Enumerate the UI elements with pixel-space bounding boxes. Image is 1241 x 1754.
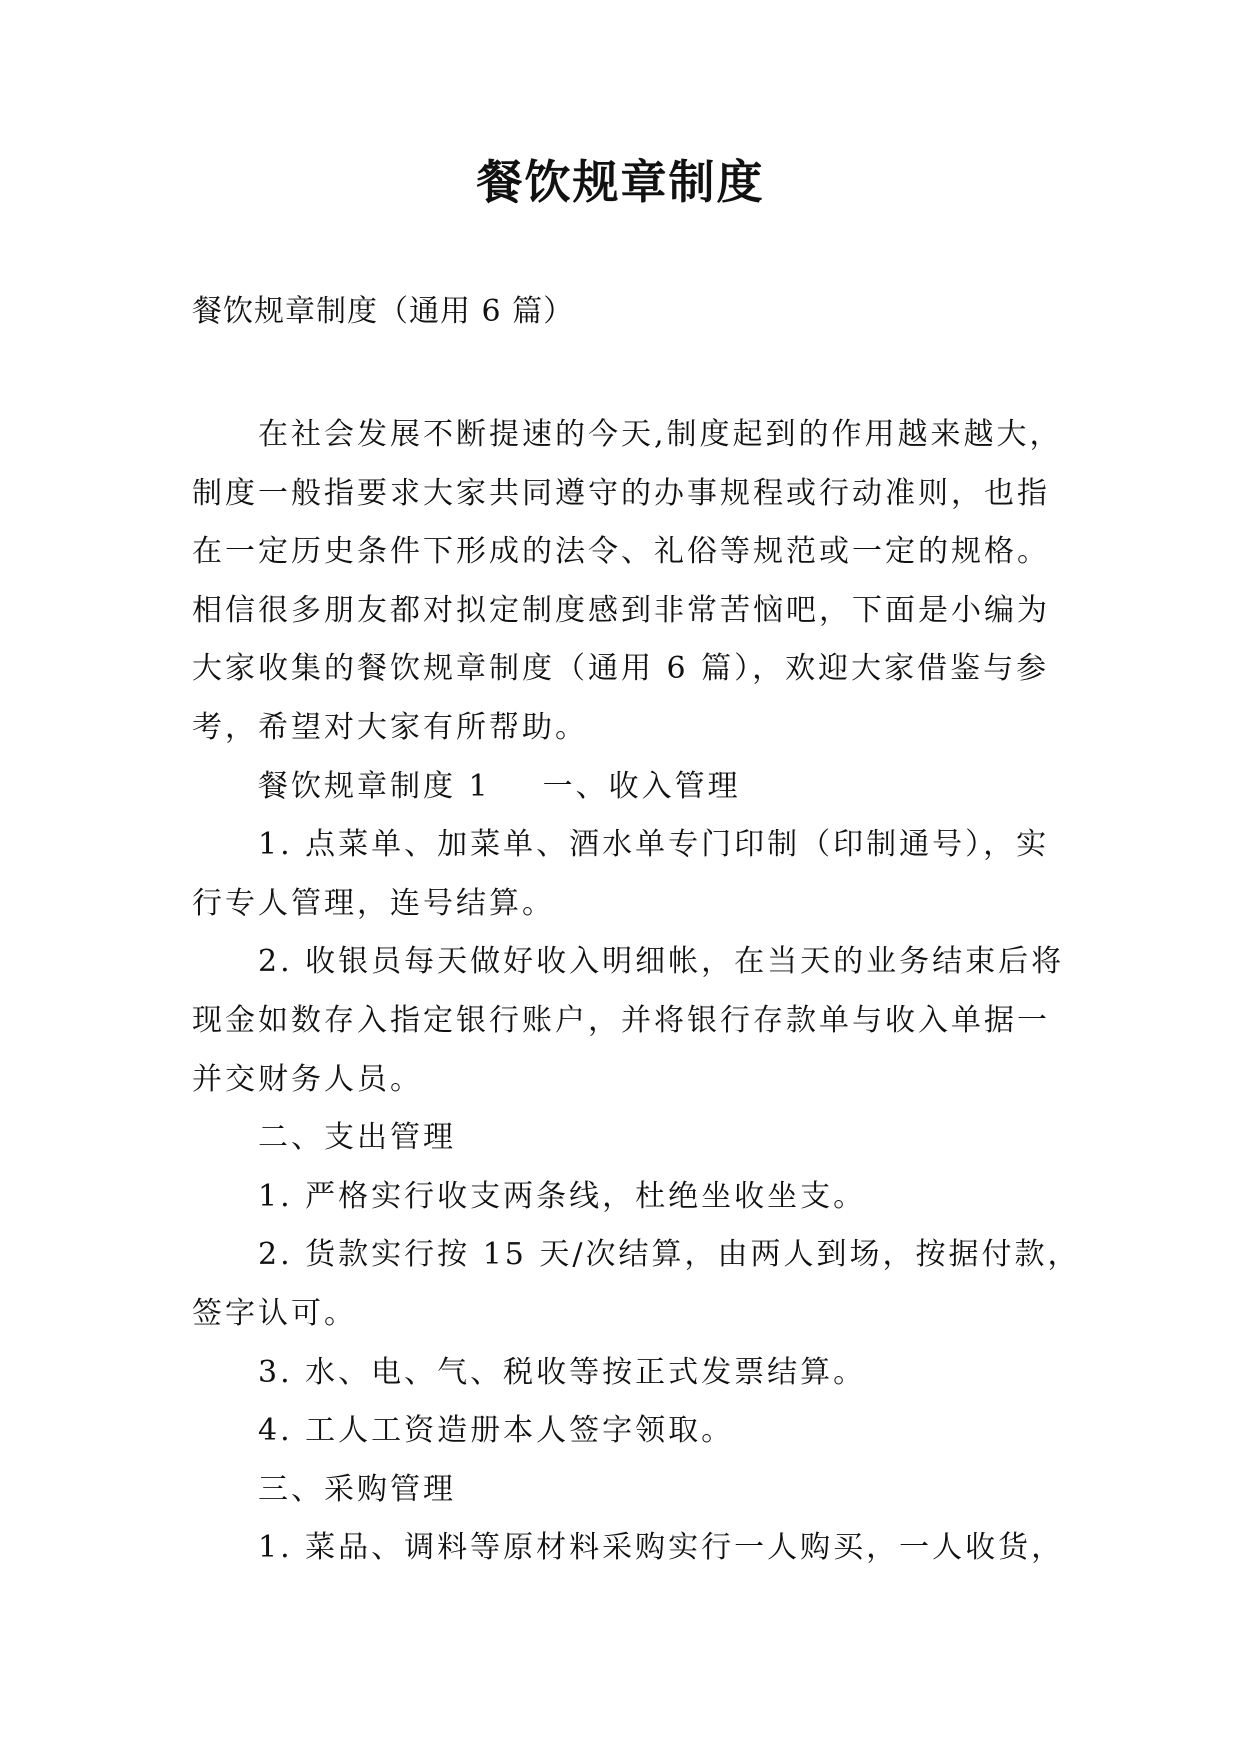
paragraph-line: 2. 收银员每天做好收入明细帐，在当天的业务结束后将 (258, 944, 1065, 980)
section-heading: 餐饮规章制度 1 (258, 768, 491, 804)
intro-line: 大家收集的餐饮规章制度（通用 6 篇），欢迎大家借鉴与参 (192, 651, 1050, 687)
paragraph-line: 行专人管理，连号结算。 (192, 885, 555, 921)
paragraph-line: 1. 点菜单、加菜单、酒水单专门印制（印制通号），实 (258, 827, 1050, 863)
paragraph-line: 并交财务人员。 (192, 1061, 423, 1097)
paragraph-line: 现金如数存入指定银行账户，并将银行存款单与收入单据一 (192, 1002, 1050, 1038)
paragraph-line: 3. 水、电、气、税收等按正式发票结算。 (258, 1354, 867, 1390)
intro-line: 在社会发展不断提速的今天,制度起到的作用越来越大， (258, 417, 1063, 452)
purchase-heading: 三、采购管理 (258, 1471, 456, 1507)
intro-line: 相信很多朋友都对拟定制度感到非常苦恼吧，下面是小编为 (192, 592, 1050, 628)
document-title: 餐饮规章制度 (476, 155, 765, 209)
intro-line: 考，希望对大家有所帮助。 (192, 709, 588, 745)
document-subtitle: 餐饮规章制度（通用 6 篇） (192, 294, 575, 329)
paragraph-line: 签字认可。 (192, 1295, 357, 1331)
section-heading-row (192, 758, 1072, 817)
intro-line: 在一定历史条件下形成的法令、礼俗等规范或一定的规格。 (192, 534, 1050, 570)
paragraph-line: 4. 工人工资造册本人签字领取。 (258, 1413, 735, 1449)
intro-line: 制度一般指要求大家共同遵守的办事规程或行动准则，也指 (192, 475, 1050, 511)
income-heading: 一、收入管理 (542, 768, 741, 804)
paragraph-line: 1. 菜品、调料等原材料采购实行一人购买，一人收货， (258, 1530, 1065, 1566)
paragraph-line: 2. 货款实行按 15 天/次结算，由两人到场，按据付款， (258, 1237, 1081, 1273)
expense-heading: 二、支出管理 (258, 1120, 456, 1156)
paragraph-line: 1. 严格实行收支两条线，杜绝坐收坐支。 (258, 1178, 867, 1214)
document-body (192, 406, 1081, 1578)
